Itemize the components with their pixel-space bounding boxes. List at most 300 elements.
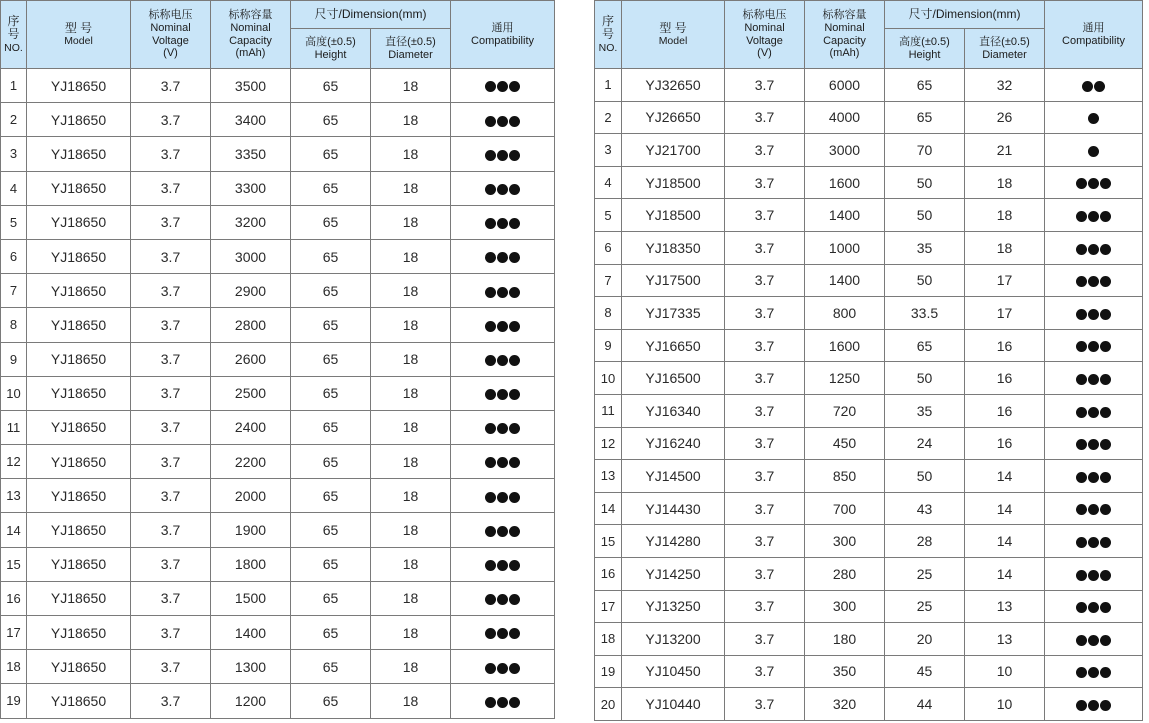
height-cell: 65 (291, 513, 371, 547)
model-cell: YJ18350 (622, 231, 725, 264)
capacity-cell: 3000 (211, 239, 291, 273)
diameter-cell: 17 (965, 264, 1045, 297)
compatibility-dot-icon (497, 355, 508, 366)
compatibility-dot-icon (1076, 407, 1087, 418)
diameter-cell: 18 (371, 616, 451, 650)
model-cell: YJ18650 (27, 137, 131, 171)
compatibility-dot-icon (509, 116, 520, 127)
voltage-cell: 3.7 (131, 410, 211, 444)
voltage-cell: 3.7 (131, 445, 211, 479)
header-capacity-en: Nominal Capacity (229, 21, 272, 47)
row-number: 8 (1, 308, 27, 342)
diameter-cell: 18 (371, 137, 451, 171)
height-cell: 25 (885, 557, 965, 590)
header-compat-en: Compatibility (1062, 34, 1125, 47)
row-number: 7 (595, 264, 622, 297)
capacity-cell: 4000 (805, 101, 885, 134)
compatibility-dot-icon (1088, 570, 1099, 581)
table-row (1, 547, 555, 581)
height-cell: 65 (291, 137, 371, 171)
header-diameter (371, 29, 451, 69)
header-height-en: Height (908, 48, 941, 61)
compatibility-dot-icon (485, 287, 496, 298)
row-number: 7 (1, 274, 27, 308)
compatibility-dot-icon (497, 184, 508, 195)
model-cell: YJ10440 (622, 688, 725, 721)
voltage-cell: 3.7 (725, 166, 805, 199)
compatibility-dot-icon (1100, 244, 1111, 255)
header-height-en: Height (314, 48, 347, 61)
header-no (595, 1, 622, 69)
compatibility-dot-icon (485, 492, 496, 503)
table-row (1, 376, 555, 410)
row-number: 16 (1, 581, 27, 615)
table-row (1, 308, 555, 342)
compatibility-dot-icon (485, 389, 496, 400)
compatibility-dot-icon (1088, 700, 1099, 711)
compatibility-dot-icon (1100, 667, 1111, 678)
compatibility-dot-icon (1076, 602, 1087, 613)
table-row (595, 460, 1143, 493)
compatibility-dot-icon (1100, 276, 1111, 287)
height-cell: 70 (885, 134, 965, 167)
compatibility-dot-icon (509, 628, 520, 639)
compatibility-dot-icon (1076, 244, 1087, 255)
compatibility-dot-icon (485, 423, 496, 434)
diameter-cell: 17 (965, 297, 1045, 330)
compatibility-cell (451, 479, 555, 513)
row-number: 9 (1, 342, 27, 376)
diameter-cell: 18 (965, 166, 1045, 199)
header-height-cn: 高度(±0.5) (899, 35, 950, 48)
model-cell: YJ13250 (622, 590, 725, 623)
compatibility-dot-icon (485, 81, 496, 92)
height-cell: 50 (885, 166, 965, 199)
voltage-cell: 3.7 (725, 688, 805, 721)
diameter-cell: 18 (371, 69, 451, 103)
compatibility-dot-icon (509, 560, 520, 571)
row-number: 8 (595, 297, 622, 330)
compatibility-cell (1045, 297, 1143, 330)
height-cell: 65 (291, 616, 371, 650)
compatibility-cell (451, 513, 555, 547)
row-number: 5 (1, 205, 27, 239)
table-row (595, 362, 1143, 395)
voltage-cell: 3.7 (131, 239, 211, 273)
compatibility-cell (451, 650, 555, 684)
compatibility-dot-icon (497, 321, 508, 332)
compatibility-cell (451, 171, 555, 205)
compatibility-dot-icon (497, 560, 508, 571)
compatibility-dot-icon (1100, 309, 1111, 320)
compatibility-dot-icon (497, 594, 508, 605)
header-voltage-unit: (V) (757, 47, 772, 60)
row-number: 1 (595, 69, 622, 102)
compatibility-cell (451, 445, 555, 479)
header-compat-cn: 通用 (491, 21, 514, 34)
compatibility-dot-icon (1100, 537, 1111, 548)
diameter-cell: 18 (371, 684, 451, 718)
compatibility-dot-icon (1100, 407, 1111, 418)
model-cell: YJ18650 (27, 205, 131, 239)
model-cell: YJ18650 (27, 410, 131, 444)
diameter-cell: 10 (965, 655, 1045, 688)
table-row (595, 655, 1143, 688)
compatibility-cell (1045, 688, 1143, 721)
compatibility-cell (1045, 623, 1143, 656)
height-cell: 65 (291, 684, 371, 718)
table-row (595, 69, 1143, 102)
voltage-cell: 3.7 (131, 376, 211, 410)
compatibility-dot-icon (1100, 504, 1111, 515)
row-number: 10 (1, 376, 27, 410)
height-cell: 50 (885, 362, 965, 395)
compatibility-dot-icon (1100, 211, 1111, 222)
voltage-cell: 3.7 (131, 650, 211, 684)
compatibility-dot-icon (485, 628, 496, 639)
compatibility-dot-icon (1088, 439, 1099, 450)
table-row (595, 394, 1143, 427)
compatibility-dot-icon (509, 150, 520, 161)
header-voltage (131, 1, 211, 69)
compatibility-cell (1045, 362, 1143, 395)
compatibility-dot-icon (1088, 146, 1099, 157)
model-cell: YJ18650 (27, 171, 131, 205)
compatibility-cell (451, 308, 555, 342)
voltage-cell: 3.7 (725, 199, 805, 232)
table-row (1, 581, 555, 615)
compatibility-dot-icon (485, 218, 496, 229)
diameter-cell: 14 (965, 525, 1045, 558)
capacity-cell: 1200 (211, 684, 291, 718)
compatibility-dot-icon (1076, 309, 1087, 320)
table-row (595, 329, 1143, 362)
capacity-cell: 1000 (805, 231, 885, 264)
voltage-cell: 3.7 (725, 492, 805, 525)
row-number: 1 (1, 69, 27, 103)
model-cell: YJ13200 (622, 623, 725, 656)
model-cell: YJ18650 (27, 69, 131, 103)
compatibility-cell (1045, 69, 1143, 102)
compatibility-cell (451, 547, 555, 581)
diameter-cell: 18 (371, 274, 451, 308)
capacity-cell: 350 (805, 655, 885, 688)
compatibility-cell (1045, 557, 1143, 590)
compatibility-dot-icon (485, 252, 496, 263)
voltage-cell: 3.7 (131, 547, 211, 581)
compatibility-dot-icon (509, 218, 520, 229)
row-number: 2 (1, 103, 27, 137)
compatibility-dot-icon (509, 389, 520, 400)
table-row (595, 623, 1143, 656)
capacity-cell: 3350 (211, 137, 291, 171)
header-model-cn: 型 号 (64, 20, 93, 35)
diameter-cell: 18 (371, 103, 451, 137)
compatibility-dot-icon (1100, 570, 1111, 581)
compatibility-dot-icon (509, 526, 520, 537)
diameter-cell: 18 (371, 547, 451, 581)
row-number: 3 (595, 134, 622, 167)
compatibility-dot-icon (509, 81, 520, 92)
voltage-cell: 3.7 (131, 205, 211, 239)
table-row (1, 445, 555, 479)
header-height (291, 29, 371, 69)
compatibility-dot-icon (1076, 504, 1087, 515)
compatibility-dot-icon (497, 150, 508, 161)
height-cell: 65 (291, 581, 371, 615)
compatibility-dot-icon (509, 287, 520, 298)
voltage-cell: 3.7 (725, 329, 805, 362)
height-cell: 65 (291, 171, 371, 205)
diameter-cell: 32 (965, 69, 1045, 102)
height-cell: 65 (291, 308, 371, 342)
header-capacity (211, 1, 291, 69)
header-capacity-en: Nominal Capacity (823, 21, 866, 47)
table-row (595, 688, 1143, 721)
voltage-cell: 3.7 (725, 297, 805, 330)
row-number: 17 (595, 590, 622, 623)
capacity-cell: 2800 (211, 308, 291, 342)
compatibility-cell (451, 616, 555, 650)
compatibility-dot-icon (497, 116, 508, 127)
diameter-cell: 14 (965, 492, 1045, 525)
compatibility-dot-icon (509, 252, 520, 263)
compatibility-dot-icon (1088, 667, 1099, 678)
voltage-cell: 3.7 (725, 427, 805, 460)
header-capacity (805, 1, 885, 69)
compatibility-dot-icon (1076, 537, 1087, 548)
row-number: 4 (595, 166, 622, 199)
compatibility-dot-icon (1088, 309, 1099, 320)
header-model-en: Model (658, 35, 688, 48)
compatibility-dot-icon (509, 355, 520, 366)
header-dimension: 尺寸/Dimension(mm) (291, 1, 451, 29)
battery-spec-table-right (594, 0, 1143, 721)
row-number: 14 (1, 513, 27, 547)
compatibility-dot-icon (497, 663, 508, 674)
diameter-cell: 18 (371, 581, 451, 615)
compatibility-dot-icon (1088, 178, 1099, 189)
compatibility-cell (1045, 655, 1143, 688)
height-cell: 33.5 (885, 297, 965, 330)
diameter-cell: 18 (371, 239, 451, 273)
header-capacity-unit: (mAh) (829, 47, 860, 60)
header-voltage-cn: 标称电压 (742, 9, 787, 22)
compatibility-cell (451, 205, 555, 239)
compatibility-dot-icon (485, 457, 496, 468)
row-number: 19 (1, 684, 27, 718)
compatibility-dot-icon (1076, 439, 1087, 450)
row-number: 17 (1, 616, 27, 650)
model-cell: YJ21700 (622, 134, 725, 167)
header-height (885, 29, 965, 69)
header-compatibility (451, 1, 555, 69)
diameter-cell: 18 (371, 445, 451, 479)
capacity-cell: 3400 (211, 103, 291, 137)
height-cell: 25 (885, 590, 965, 623)
table-header (1, 1, 555, 69)
compatibility-dot-icon (509, 184, 520, 195)
height-cell: 20 (885, 623, 965, 656)
header-diameter-en: Diameter (388, 48, 433, 61)
compatibility-dot-icon (1076, 374, 1087, 385)
compatibility-cell (451, 376, 555, 410)
compatibility-dot-icon (497, 697, 508, 708)
compatibility-cell (451, 103, 555, 137)
compatibility-dot-icon (485, 321, 496, 332)
row-number: 11 (595, 394, 622, 427)
model-cell: YJ17335 (622, 297, 725, 330)
compatibility-dot-icon (1076, 276, 1087, 287)
diameter-cell: 21 (965, 134, 1045, 167)
row-number: 3 (1, 137, 27, 171)
table-row (1, 239, 555, 273)
model-cell: YJ17500 (622, 264, 725, 297)
voltage-cell: 3.7 (725, 590, 805, 623)
table-row (1, 69, 555, 103)
capacity-cell: 1600 (805, 329, 885, 362)
capacity-cell: 2200 (211, 445, 291, 479)
table-row (1, 410, 555, 444)
height-cell: 65 (291, 274, 371, 308)
row-number: 12 (595, 427, 622, 460)
header-model-en: Model (64, 35, 93, 48)
model-cell: YJ18650 (27, 684, 131, 718)
height-cell: 65 (885, 101, 965, 134)
voltage-cell: 3.7 (131, 342, 211, 376)
height-cell: 35 (885, 231, 965, 264)
compatibility-cell (1045, 134, 1143, 167)
compatibility-dot-icon (497, 457, 508, 468)
diameter-cell: 16 (965, 427, 1045, 460)
compatibility-dot-icon (1082, 81, 1093, 92)
header-voltage (725, 1, 805, 69)
compatibility-dot-icon (497, 628, 508, 639)
row-number: 15 (1, 547, 27, 581)
capacity-cell: 180 (805, 623, 885, 656)
capacity-cell: 3000 (805, 134, 885, 167)
row-number: 4 (1, 171, 27, 205)
model-cell: YJ10450 (622, 655, 725, 688)
compatibility-dot-icon (1088, 602, 1099, 613)
header-height-cn: 高度(±0.5) (305, 35, 356, 48)
table-body-right (595, 69, 1143, 721)
battery-spec-table-left (0, 0, 555, 719)
model-cell: YJ16240 (622, 427, 725, 460)
row-number: 16 (595, 557, 622, 590)
diameter-cell: 16 (965, 394, 1045, 427)
voltage-cell: 3.7 (131, 308, 211, 342)
height-cell: 65 (291, 205, 371, 239)
row-number: 18 (1, 650, 27, 684)
capacity-cell: 700 (805, 492, 885, 525)
row-number: 12 (1, 445, 27, 479)
header-no-cn: 序号 (7, 13, 20, 42)
compatibility-dot-icon (1088, 635, 1099, 646)
compatibility-dot-icon (1076, 341, 1087, 352)
compatibility-cell (451, 581, 555, 615)
table-row (1, 103, 555, 137)
capacity-cell: 1900 (211, 513, 291, 547)
header-model (27, 1, 131, 69)
voltage-cell: 3.7 (131, 479, 211, 513)
table-row (1, 684, 555, 718)
compatibility-dot-icon (1088, 244, 1099, 255)
height-cell: 65 (291, 410, 371, 444)
header-no-cn: 序号 (602, 13, 615, 42)
compatibility-dot-icon (1076, 570, 1087, 581)
height-cell: 44 (885, 688, 965, 721)
capacity-cell: 3500 (211, 69, 291, 103)
table-row (1, 513, 555, 547)
capacity-cell: 2400 (211, 410, 291, 444)
header-no (1, 1, 27, 69)
row-number: 6 (1, 239, 27, 273)
table-row (1, 616, 555, 650)
table-row (1, 274, 555, 308)
compatibility-cell (451, 274, 555, 308)
compatibility-dot-icon (1076, 635, 1087, 646)
voltage-cell: 3.7 (725, 655, 805, 688)
row-number: 13 (1, 479, 27, 513)
table-row (1, 479, 555, 513)
compatibility-dot-icon (497, 252, 508, 263)
compatibility-cell (451, 342, 555, 376)
table-row (595, 199, 1143, 232)
voltage-cell: 3.7 (725, 557, 805, 590)
compatibility-cell (1045, 492, 1143, 525)
voltage-cell: 3.7 (131, 103, 211, 137)
row-number: 5 (595, 199, 622, 232)
compatibility-dot-icon (497, 81, 508, 92)
capacity-cell: 2900 (211, 274, 291, 308)
compatibility-dot-icon (1088, 374, 1099, 385)
diameter-cell: 10 (965, 688, 1045, 721)
diameter-cell: 18 (371, 513, 451, 547)
voltage-cell: 3.7 (725, 231, 805, 264)
capacity-cell: 1600 (805, 166, 885, 199)
height-cell: 28 (885, 525, 965, 558)
compatibility-dot-icon (1076, 178, 1087, 189)
table-row (595, 166, 1143, 199)
height-cell: 65 (291, 103, 371, 137)
model-cell: YJ26650 (622, 101, 725, 134)
compatibility-dot-icon (497, 287, 508, 298)
model-cell: YJ18650 (27, 513, 131, 547)
compatibility-dot-icon (485, 560, 496, 571)
diameter-cell: 18 (371, 376, 451, 410)
voltage-cell: 3.7 (131, 513, 211, 547)
capacity-cell: 300 (805, 590, 885, 623)
capacity-cell: 320 (805, 688, 885, 721)
compatibility-dot-icon (1100, 439, 1111, 450)
diameter-cell: 18 (965, 231, 1045, 264)
voltage-cell: 3.7 (131, 684, 211, 718)
height-cell: 65 (291, 69, 371, 103)
height-cell: 50 (885, 460, 965, 493)
compatibility-cell (451, 410, 555, 444)
compatibility-cell (1045, 394, 1143, 427)
row-number: 9 (595, 329, 622, 362)
model-cell: YJ14280 (622, 525, 725, 558)
compatibility-dot-icon (1076, 667, 1087, 678)
voltage-cell: 3.7 (725, 134, 805, 167)
table-row (595, 590, 1143, 623)
table-row (595, 427, 1143, 460)
table-row (595, 525, 1143, 558)
voltage-cell: 3.7 (725, 101, 805, 134)
capacity-cell: 3300 (211, 171, 291, 205)
